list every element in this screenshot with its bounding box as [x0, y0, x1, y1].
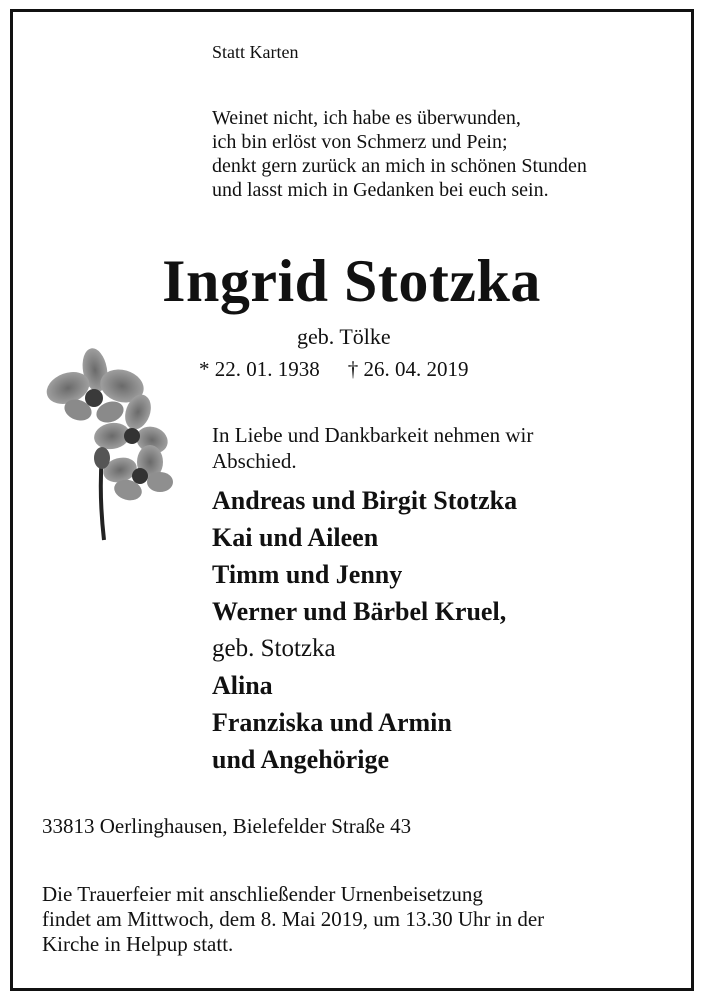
mourner-entry: Alina: [212, 671, 273, 700]
poem-line: denkt gern zurück an mich in schönen Stunden: [212, 155, 587, 177]
header-text: Statt Karten: [212, 42, 299, 62]
deceased-name: Ingrid Stotzka: [162, 248, 541, 314]
address: 33813 Oerlinghausen, Bielefelder Straße 43: [42, 814, 412, 838]
funeral-details: [42, 882, 544, 957]
mourner-entry: Timm und Jenny: [212, 560, 403, 589]
intro-line: Abschied.: [212, 449, 297, 473]
orchid-flower-image: [40, 340, 180, 545]
funeral-line: Kirche in Helpup statt.: [42, 932, 234, 956]
poem: [212, 106, 587, 202]
mourners-list: [212, 482, 517, 778]
birth-name: geb. Tölke: [297, 324, 391, 349]
death-date: † 26. 04. 2019: [347, 357, 469, 381]
funeral-line: findet am Mittwoch, dem 8. Mai 2019, um 13.30 Uhr in der: [42, 907, 545, 931]
poem-line: und lasst mich in Gedanken bei euch sein.: [212, 179, 549, 201]
mourner-entry: Franziska und Armin: [212, 708, 452, 737]
life-dates: [199, 356, 469, 382]
intro-text: [212, 422, 533, 474]
poem-line: Weinet nicht, ich habe es überwunden,: [212, 107, 521, 129]
poem-line: ich bin erlöst von Schmerz und Pein;: [212, 131, 508, 153]
mourner-entry: Andreas und Birgit Stotzka: [212, 486, 518, 515]
mourner-entry: Werner und Bärbel Kruel,: [212, 597, 507, 626]
intro-line: In Liebe und Dankbarkeit nehmen wir: [212, 423, 534, 447]
funeral-line: Die Trauerfeier mit anschließender Urnenbeisetzung: [42, 882, 483, 906]
mourner-entry: Kai und Aileen: [212, 523, 379, 552]
mourner-entry: und Angehörige: [212, 745, 389, 774]
birth-date: * 22. 01. 1938: [199, 357, 320, 381]
mourner-entry-note: geb. Stotzka: [212, 635, 336, 662]
